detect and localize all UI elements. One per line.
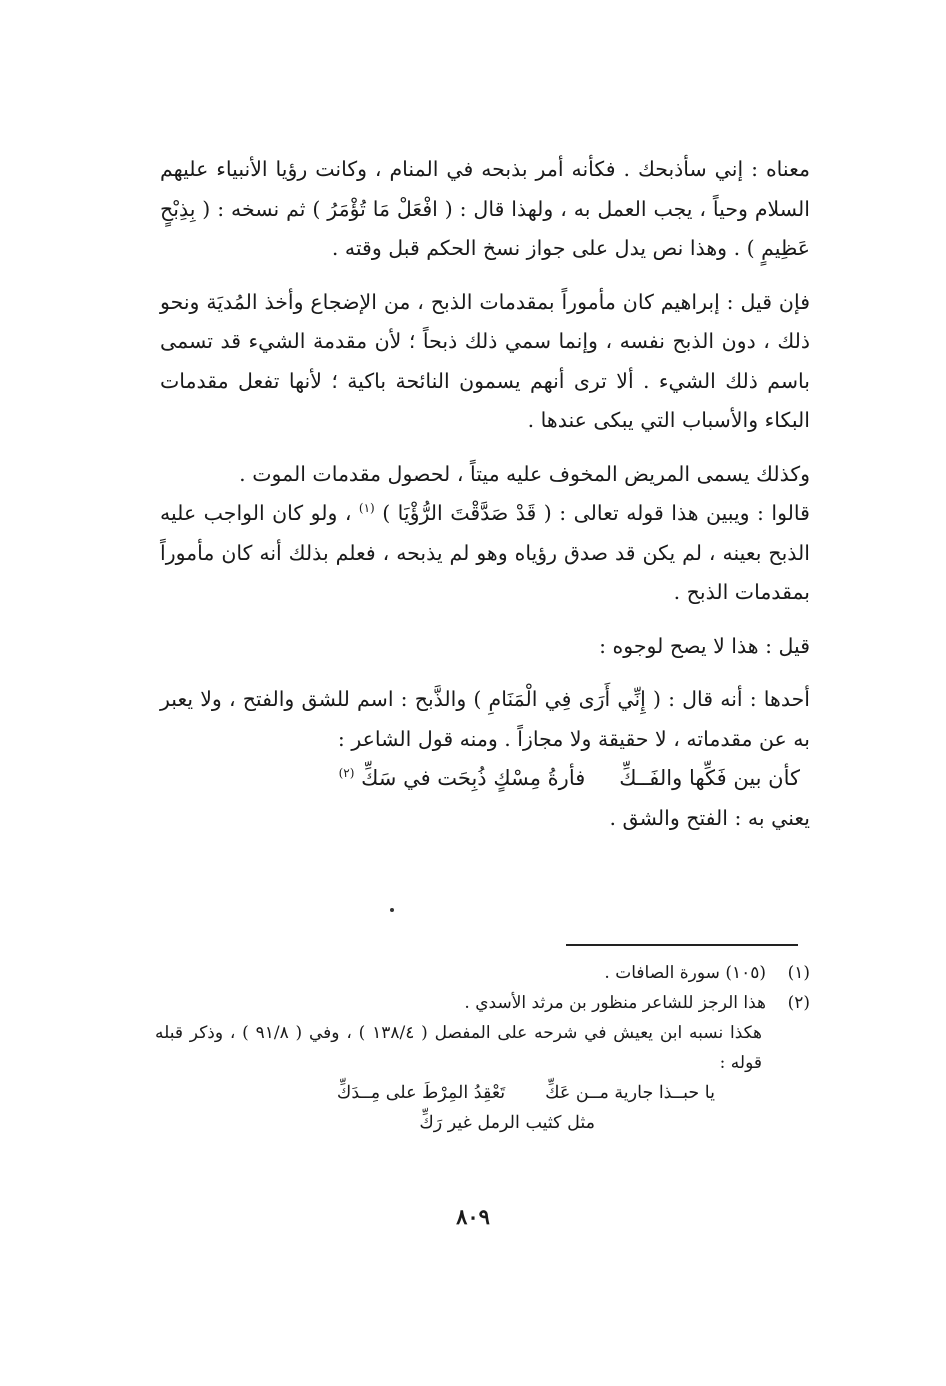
footnote-verse-2: مثل كثيب الرمل غير رَكِّ: [419, 1113, 595, 1133]
paragraph-2: فإن قيل : إبراهيم كان مأموراً بمقدمات الذبح ، من الإضجاع وأخذ المُديَة ونحو ذلك ، دون الذبح نفسه ، وإنما سمي ذلك ذبحاً ؛ لأن مقدمة الشيء قد تسمى باسم ذلك الشيء . ألا ترى أنهم يسمون النائحة باكية ؛ لأنها تفعل مقدمات البكاء والأسباب التي يبكى عندها .: [160, 289, 810, 432]
paragraph-4: [160, 494, 810, 613]
footnote-2-continuation: هكذا نسبه ابن يعيش في شرحه على المفصل ( ١٣٨/٤ ) ، وفي ( ٩١/٨ ) ، وذكر قبله قوله :: [155, 1023, 762, 1073]
poem-verse: [160, 759, 810, 799]
paragraph-1: معناه : إني سأذبحك . فكأنه أمر بذبحه في المنام ، وكانت رؤيا الأنبياء عليهم السلام وحياً ، يجب العمل به ، ولهذا قال : ( افْعَلْ مَا تُؤْمَرُ ) ثم نسخه : ( بِذِبْحٍ عَظِيمٍ ) . وهذا نص يدل على جواز نسخ الحكم قبل وقته .: [160, 157, 810, 260]
main-text: [160, 150, 810, 838]
paragraph-5: قيل : هذا لا يصح لوجوه :: [599, 633, 810, 658]
paragraph-6: أحدها : أنه قال : ( إِنِّي أَرَى فِي الْمَنَامِ ) والذَّبح : اسم للشق والفتح ، ولا يعبر به عن مقدماته ، لا حقيقة ولا مجازاً . ومنه قول الشاعر :: [160, 687, 810, 751]
footnote-2: [155, 988, 810, 1018]
footnote-verse-1: [155, 1078, 810, 1108]
scan-speck: [390, 908, 394, 912]
paragraph-4-main: قالوا : ويبين هذا قوله تعالى : ( قَدْ صَدَّقْتَ الرُّؤْيَا ): [382, 501, 810, 525]
paragraph-7: يعني به : الفتح والشق .: [609, 805, 810, 830]
footnote-1-text: (١٠٥) سورة الصافات .: [604, 963, 766, 983]
footnote-2-number: (٢): [787, 993, 810, 1013]
footnote-verse-1-a: يا حبــذا جارية مــن عَكِّ: [545, 1083, 715, 1103]
footnote-2-text: هذا الرجز للشاعر منظور بن مرثد الأسدي .: [464, 993, 766, 1013]
poem-hemistich-1: كأن بين فَكِّها والفَــكِّ: [619, 766, 800, 790]
poem-hemistich-2-wrap: [339, 759, 586, 799]
footnote-1-number: (١): [787, 963, 810, 983]
paragraph-4-rest: ، ولو كان الواجب عليه الذبح بعينه ، لم يكن قد صدق رؤياه وهو لم يذبحه ، فعلم بذلك أنه كان مأموراً بمقدمات الذبح .: [160, 501, 810, 604]
poem-hemistich-2: فأرةُ مِسْكٍ ذُبِحَت في سَكِّ: [361, 766, 586, 790]
footnote-separator: [566, 944, 798, 946]
footnote-ref-1: (١): [358, 501, 375, 516]
footnote-1: [155, 958, 810, 988]
footnote-verse-1-b: تَعْقِدُ المِرْطَ على مِــدَكِّ: [336, 1083, 506, 1103]
paragraph-3: وكذلك يسمى المريض المخوف عليه ميتاً ، لحصول مقدمات الموت .: [239, 461, 810, 486]
footnote-ref-2: (٢): [338, 766, 355, 780]
page-number: ٨٠٩: [456, 1204, 490, 1229]
footnotes: [155, 958, 810, 1138]
